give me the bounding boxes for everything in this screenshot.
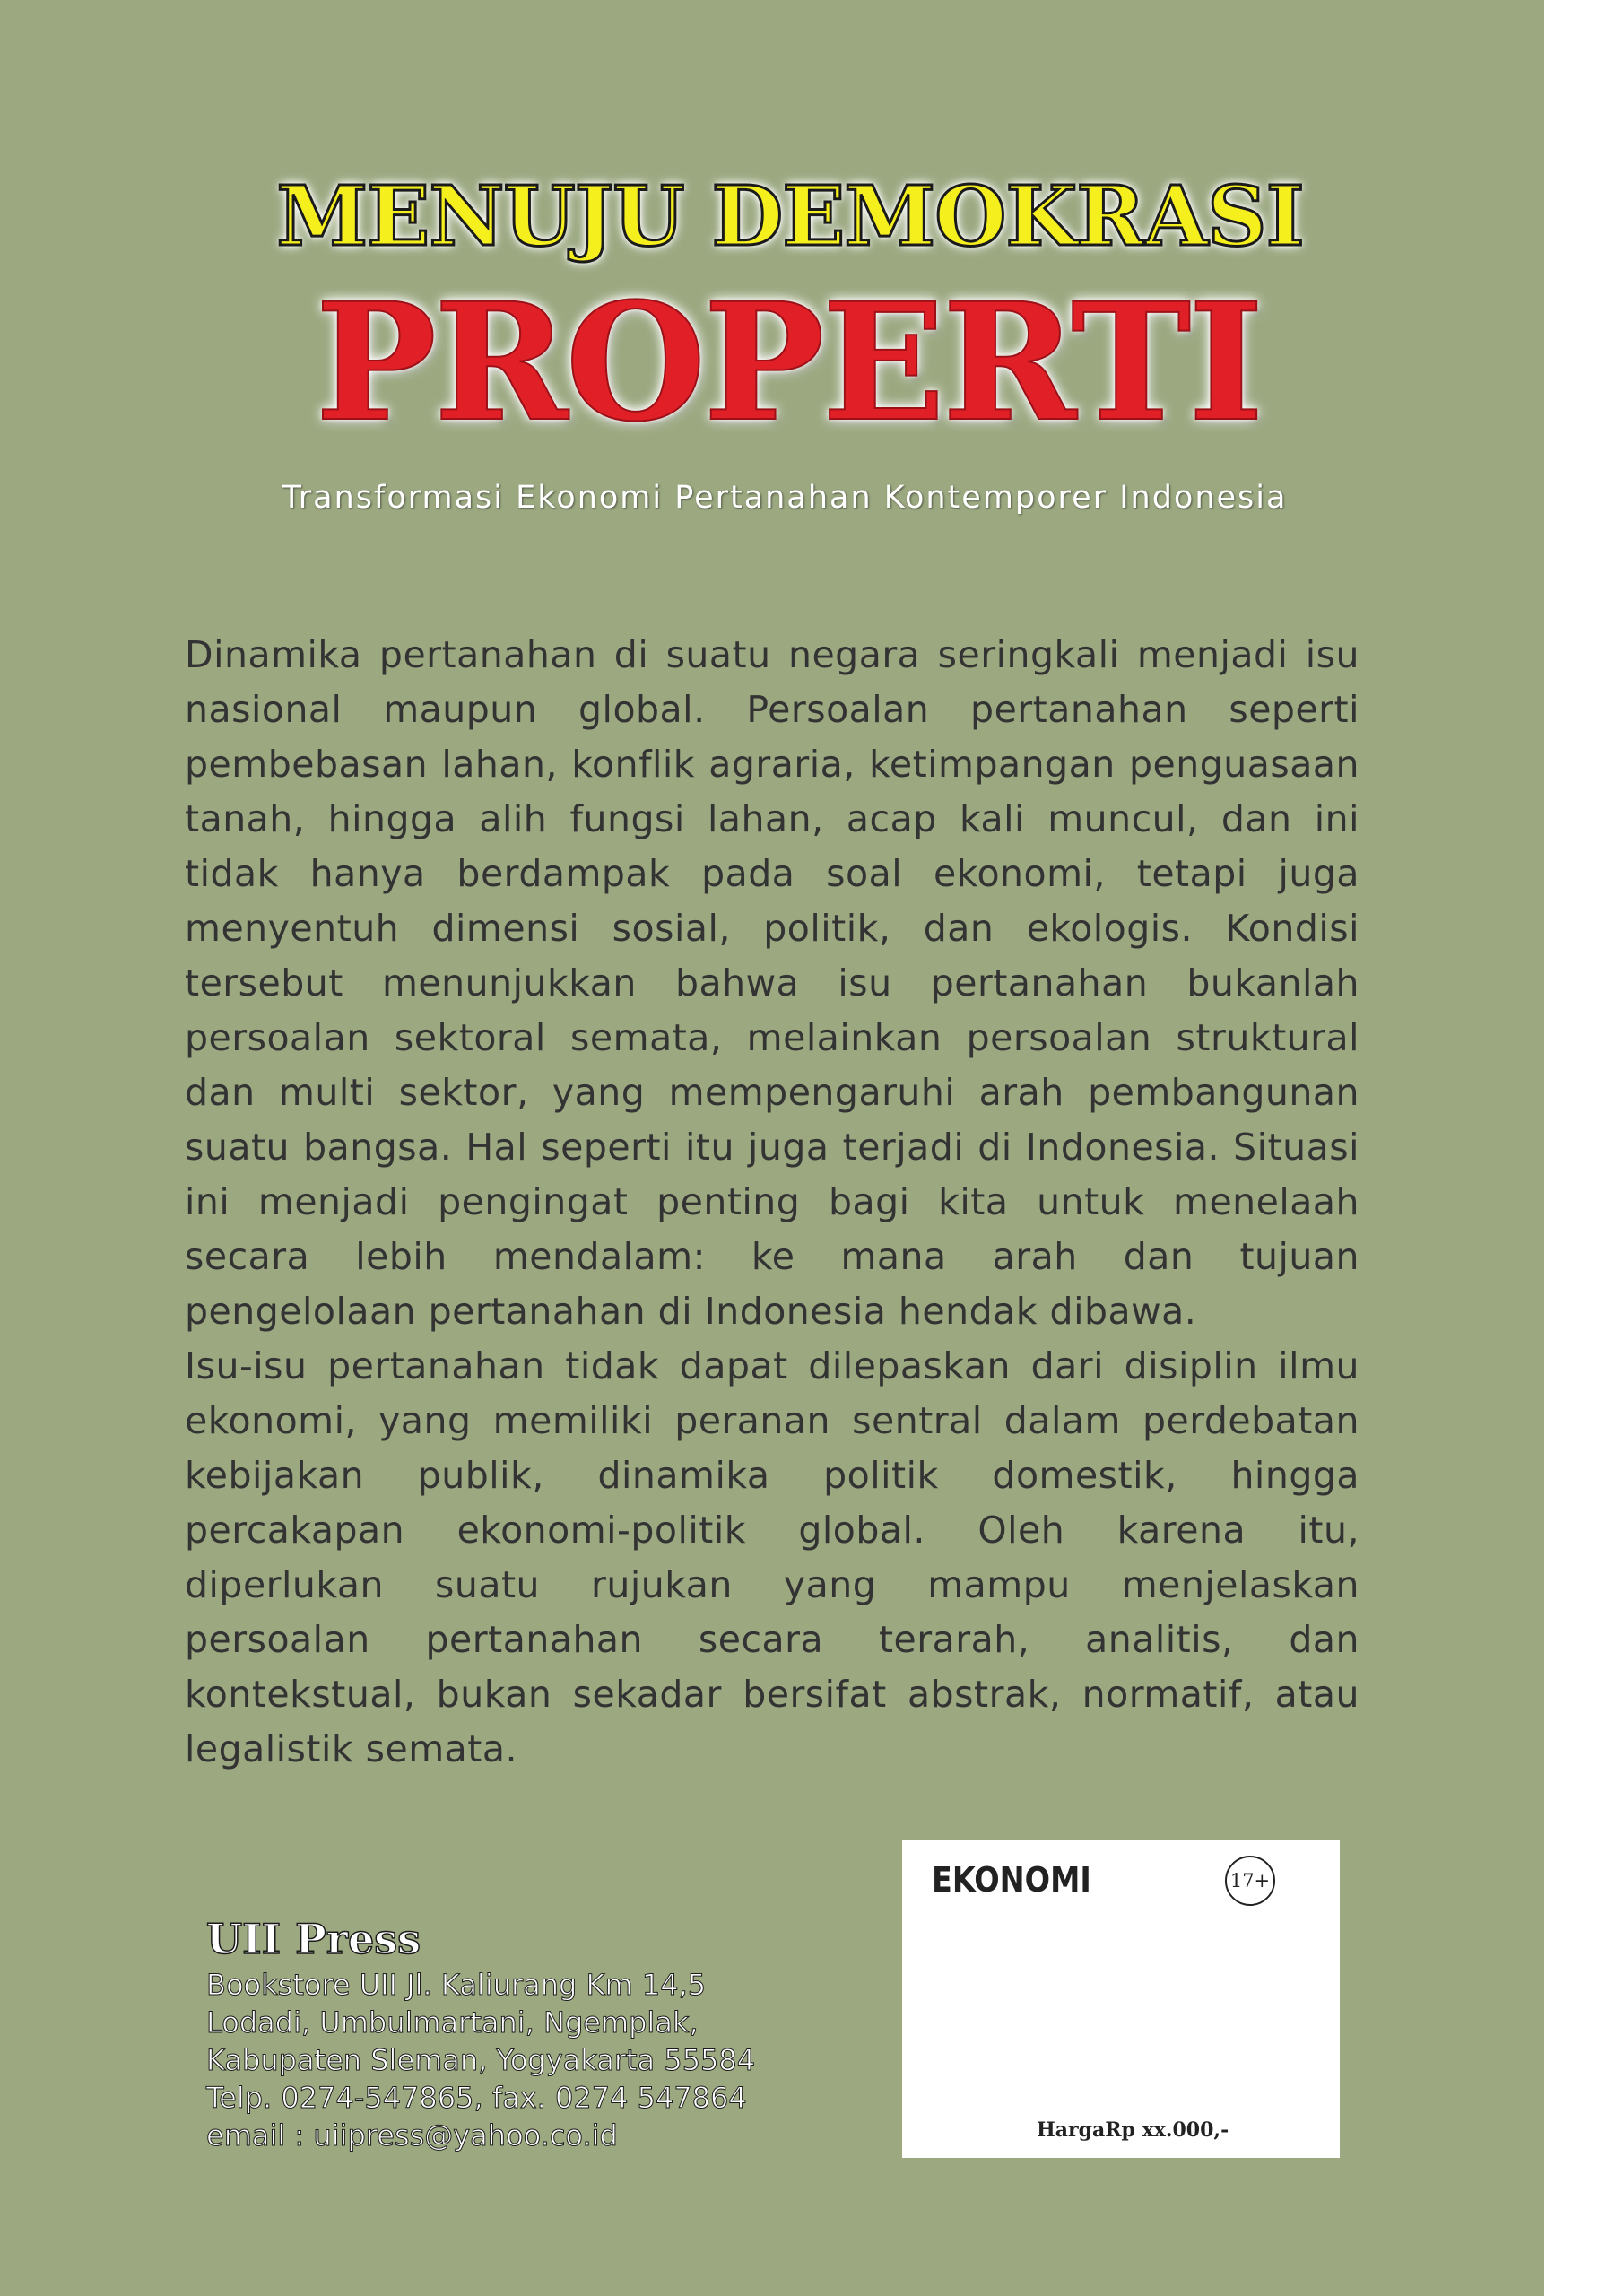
page-margin: [1544, 0, 1607, 2296]
publisher-address-line-1: Bookstore UII Jl. Kaliurang Km 14,5: [206, 1968, 707, 2002]
synopsis: [185, 628, 1359, 1777]
price-label-box: [902, 1840, 1340, 2158]
publisher-phone: Telp. 0274-547865, fax. 0274 547864: [206, 2081, 747, 2115]
book-title-main: PROPERTI: [315, 268, 1262, 457]
synopsis-paragraph-1: Dinamika pertanahan di suatu negara seringkali menjadi isu nasional maupun global. Persoalan pertanahan seperti pembebasan lahan, konflik agraria, ketimpangan penguasaan tanah, hingga alih fungsi lahan, acap kali muncul, dan ini tidak hanya berdampak pada soal ekonomi, tetapi juga menyentuh dimensi sosial, politik, dan ekologis. Kondisi tersebut menunjukkan bahwa isu pertanahan bukanlah persoalan sektoral semata, melainkan persoalan struktural dan multi sektor, yang mempengaruhi arah pembangunan suatu bangsa. Hal seperti itu juga terjadi di Indonesia. Situasi ini menjadi pengingat penting bagi kita untuk menelaah secara lebih mendalam: ke mana arah dan tujuan pengelolaan pertanahan di Indonesia hendak dibawa.: [185, 633, 1359, 1333]
publisher-name: UII Press: [206, 1915, 421, 1963]
book-title-top: MENUJU DEMOKRASI: [276, 168, 1304, 265]
book-category: EKONOMI: [932, 1860, 1091, 1900]
synopsis-paragraph-2: Isu-isu pertanahan tidak dapat dilepaskan dari disiplin ilmu ekonomi, yang memiliki peranan sentral dalam perdebatan kebijakan publik, dinamika politik domestik, hingga percakapan ekonomi-politik global. Oleh karena itu, diperlukan suatu rujukan yang mampu menjelaskan persoalan pertanahan secara terarah, analitis, dan kontekstual, bukan sekadar bersifat abstrak, normatif, atau legalistik semata.: [185, 1344, 1359, 1770]
publisher-address-line-3: Kabupaten Sleman, Yogyakarta 55584: [206, 2043, 756, 2077]
publisher-email: email : uiipress@yahoo.co.id: [206, 2118, 618, 2152]
publisher-address-line-2: Lodadi, Umbulmartani, Ngemplak,: [206, 2005, 699, 2039]
age-rating-badge: 17+: [1225, 1856, 1275, 1906]
publisher-info: [206, 1912, 834, 2154]
book-subtitle: Transformasi Ekonomi Pertanahan Kontemporer Indonesia: [282, 480, 1288, 516]
price-text: HargaRp xx.000,-: [1037, 2118, 1229, 2142]
